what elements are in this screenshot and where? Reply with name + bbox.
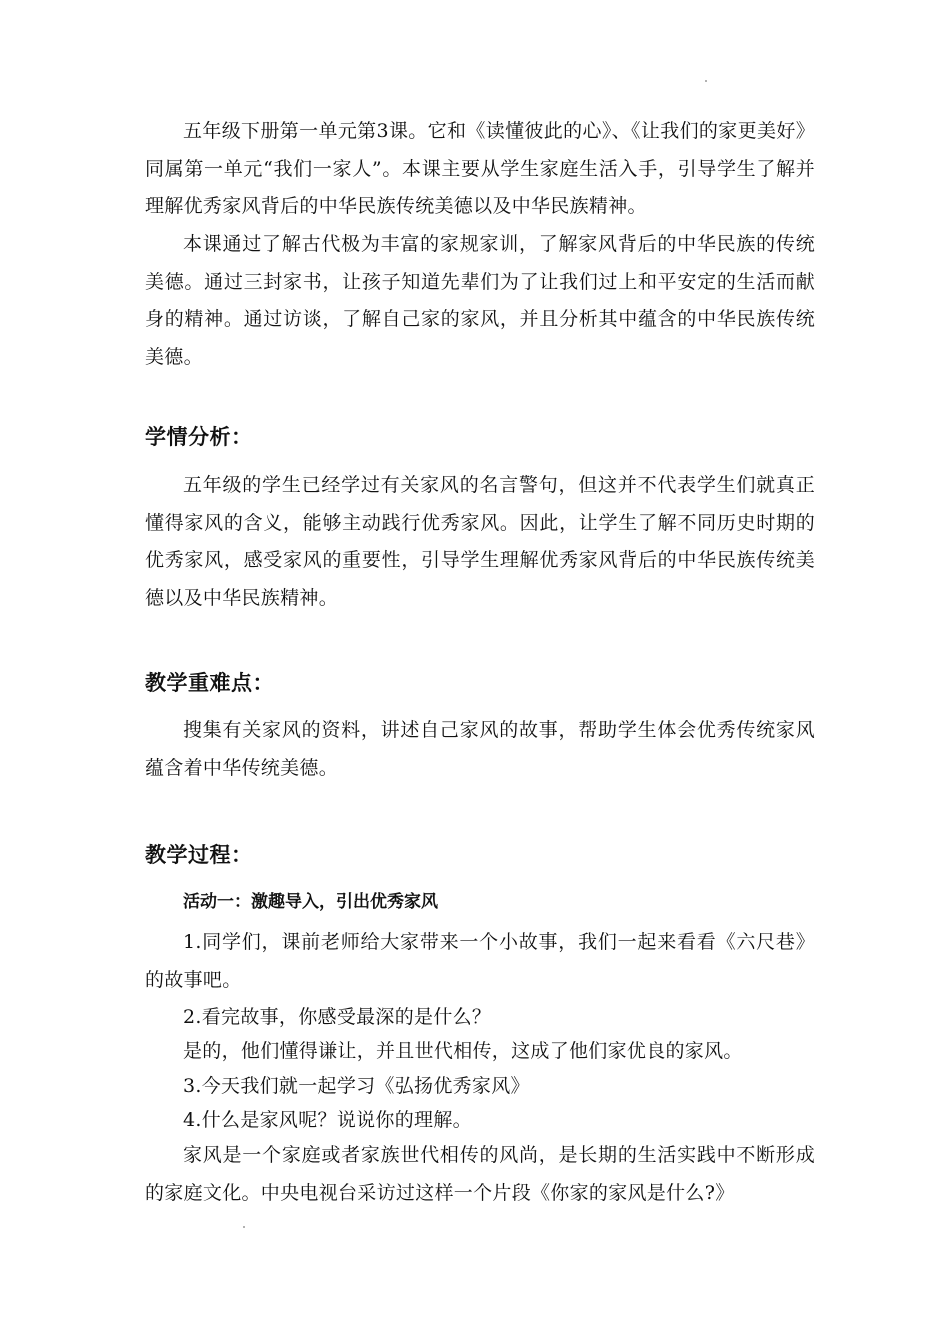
intro-paragraph-1: 五年级下册第一单元第3课。它和《读懂彼此的心》、《让我们的家更美好》同属第一单元“我们一家人”。本课主要从学生家庭生活入手，引导学生了解并理解优秀家风背后的中华民族传统美德以及中华民族精神。 [145,120,815,217]
page-mark [705,80,707,82]
process-item-2: 2.看完故事，你感受最深的是什么？ [183,1006,492,1028]
section-heading-analysis: 学情分析： [145,425,253,449]
process-item-answer: 是的，他们懂得谦让，并且世代相传，这成了他们家优良的家风。 [183,1040,743,1062]
page-mark [243,1226,245,1228]
process-item-4: 4.什么是家风呢？说说你的理解。 [183,1109,472,1131]
key-points-paragraph: 搜集有关家风的资料，讲述自己家风的故事，帮助学生体会优秀传统家风蕴含着中华传统美德。 [145,719,815,779]
process-item-definition: 家风是一个家庭或者家族世代相传的风尚，是长期的生活实践中不断形成的家庭文化。中央电视台采访过这样一个片段《你家的家风是什么?》 [145,1144,815,1204]
section-heading-process: 教学过程： [145,843,253,867]
intro-paragraph-2: 本课通过了解古代极为丰富的家规家训，了解家风背后的中华民族的传统美德。通过三封家书，让孩子知道先辈们为了让我们过上和平安定的生活而献身的精神。通过访谈，了解自己家的家风，并且分析其中蕴含的中华民族传统美德。 [145,233,815,368]
section-heading-key-points: 教学重难点： [145,671,274,695]
process-item-3: 3.今天我们就一起学习《弘扬优秀家风》 [183,1075,530,1097]
analysis-paragraph: 五年级的学生已经学过有关家风的名言警句，但这并不代表学生们就真正懂得家风的含义，能够主动践行优秀家风。因此，让学生了解不同历史时期的优秀家风，感受家风的重要性，引导学生理解优秀家风背后的中华民族传统美德以及中华民族精神。 [145,474,815,609]
activity-one-title: 活动一：激趣导入，引出优秀家风 [183,892,438,912]
process-item-1: 1.同学们，课前老师给大家带来一个小故事，我们一起来看看《六尺巷》的故事吧。 [145,931,815,991]
